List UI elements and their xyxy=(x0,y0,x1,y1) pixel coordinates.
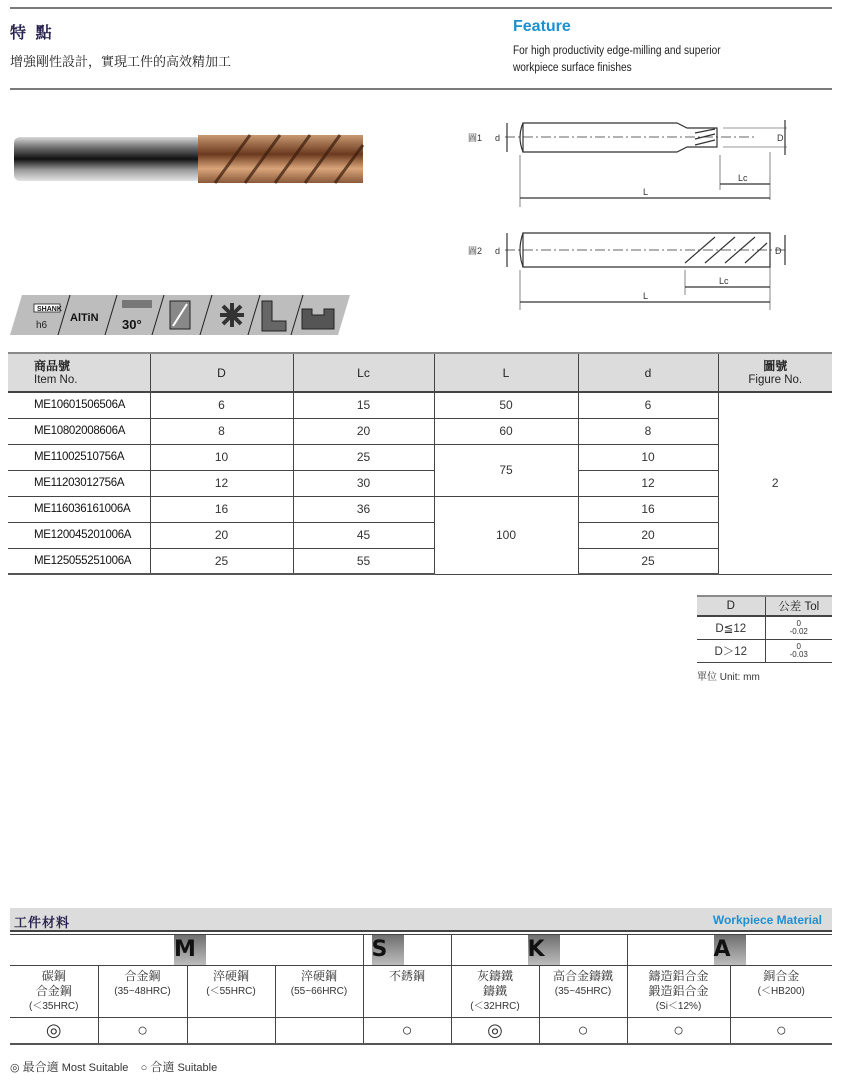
cell-Lc: 55 xyxy=(293,548,434,574)
cell-L: 60 xyxy=(434,418,578,444)
cell-L: 50 xyxy=(434,392,578,418)
svg-text:L: L xyxy=(643,187,649,197)
feature-title-en: Feature xyxy=(513,18,571,35)
material-cell: 淬硬鋼 (55~66HRC) xyxy=(275,966,363,1018)
spec-table xyxy=(8,352,832,575)
table-row xyxy=(8,522,832,548)
material-cell: 不銹鋼 xyxy=(363,966,451,1018)
material-cell: 高合金鑄鐵 (35~45HRC) xyxy=(539,966,627,1018)
suitable-icon: ○ xyxy=(363,1018,451,1044)
tol-header-D: D xyxy=(697,596,765,616)
cell-Lc: 15 xyxy=(293,392,434,418)
end-mill-photo xyxy=(10,127,370,187)
workpiece-header xyxy=(10,908,832,932)
dimension-drawings xyxy=(455,115,844,310)
tol-header-tol: 公差 Tol xyxy=(765,596,832,616)
table-row xyxy=(8,470,832,496)
cell-L: 100 xyxy=(434,496,578,574)
item-no: ME11203012756A xyxy=(8,470,150,496)
workpiece-table xyxy=(10,934,832,1045)
header-item-no: 商品號 Item No. xyxy=(8,353,150,392)
material-cell: 灰鑄鐵 鑄鐵 (＜32HRC) xyxy=(451,966,539,1018)
table-row xyxy=(8,392,832,418)
feature-desc-en-1: For high productivity edge-milling and superior xyxy=(513,45,721,57)
tol-value: 0 -0.02 xyxy=(765,616,832,639)
feature-divider xyxy=(10,88,832,90)
cell-D: 16 xyxy=(150,496,293,522)
item-no: ME10802008606A xyxy=(8,418,150,444)
cell-d: 8 xyxy=(578,418,718,444)
svg-text:d: d xyxy=(495,246,501,256)
item-no: ME120045201006A xyxy=(8,522,150,548)
header-d: d xyxy=(578,353,718,392)
cell-d: 25 xyxy=(578,548,718,574)
suitable-icon: ○ xyxy=(627,1018,730,1044)
cell-D: 10 xyxy=(150,444,293,470)
table-row xyxy=(8,444,832,470)
suitable-icon: ○ xyxy=(730,1018,832,1044)
material-group-row xyxy=(10,935,832,966)
item-no: ME125055251006A xyxy=(8,548,150,574)
svg-text:L: L xyxy=(643,291,649,301)
material-cell: 鑄造鋁合金 鍛造鋁合金 (Si＜12%) xyxy=(627,966,730,1018)
top-divider xyxy=(10,7,832,9)
cell-d: 16 xyxy=(578,496,718,522)
cell-Lc: 20 xyxy=(293,418,434,444)
cell-Lc: 25 xyxy=(293,444,434,470)
cell-D: 20 xyxy=(150,522,293,548)
item-no: ME10601506506A xyxy=(8,392,150,418)
material-cell: 淬硬鋼 (＜55HRC) xyxy=(187,966,275,1018)
svg-text:圖1: 圖1 xyxy=(468,133,483,143)
cell-d: 6 xyxy=(578,392,718,418)
item-no: ME116036161006A xyxy=(8,496,150,522)
group-K: K xyxy=(451,935,627,966)
most-suitable-icon: ◎ xyxy=(10,1062,20,1074)
table-row xyxy=(8,418,832,444)
svg-text:d: d xyxy=(495,133,501,143)
svg-text:SHANK: SHANK xyxy=(37,306,62,313)
material-name-row xyxy=(10,966,832,1018)
cell-Lc: 45 xyxy=(293,522,434,548)
suitability-row xyxy=(10,1018,832,1044)
tolerance-table xyxy=(697,595,832,663)
cell-d: 10 xyxy=(578,444,718,470)
tol-range: D＞12 xyxy=(697,639,765,662)
header-figure-no: 圖號 Figure No. xyxy=(718,353,832,392)
cell-D: 25 xyxy=(150,548,293,574)
cell-d: 12 xyxy=(578,470,718,496)
header-L: L xyxy=(434,353,578,392)
material-cell: 碳鋼 合金鋼 (＜35HRC) xyxy=(10,966,98,1018)
header-D: D xyxy=(150,353,293,392)
svg-text:Lc: Lc xyxy=(738,173,748,183)
feature-desc-cn: 增強剛性設計，實現工件的高效精加工 xyxy=(10,55,232,70)
table-row xyxy=(8,548,832,574)
svg-text:D: D xyxy=(775,246,782,256)
suitable-icon: ○ xyxy=(140,1062,148,1074)
header-Lc: Lc xyxy=(293,353,434,392)
table-row xyxy=(8,496,832,522)
svg-text:圖2: 圖2 xyxy=(468,246,483,256)
unit-note: 單位 Unit: mm xyxy=(697,672,760,683)
feature-desc-en-2: workpiece surface finishes xyxy=(513,62,632,74)
item-no: ME11002510756A xyxy=(8,444,150,470)
most-suitable-icon: ◎ xyxy=(10,1018,98,1044)
svg-text:Lc: Lc xyxy=(719,276,729,286)
tol-range: D≦12 xyxy=(697,616,765,639)
tol-row xyxy=(697,639,832,662)
suitable-icon: ○ xyxy=(98,1018,187,1044)
feature-icon-strip xyxy=(10,295,350,335)
group-M: M xyxy=(10,935,363,966)
cell-L: 75 xyxy=(434,444,578,496)
cell-Lc: 36 xyxy=(293,496,434,522)
group-A: A xyxy=(627,935,832,966)
svg-text:AlTiN: AlTiN xyxy=(70,312,99,324)
svg-text:D: D xyxy=(777,133,784,143)
rating-empty xyxy=(275,1018,363,1044)
cell-Lc: 30 xyxy=(293,470,434,496)
group-S: S xyxy=(363,935,451,966)
svg-text:30°: 30° xyxy=(122,317,142,332)
rating-empty xyxy=(187,1018,275,1044)
suitable-icon: ○ xyxy=(539,1018,627,1044)
feature-title-cn: 特 點 xyxy=(10,23,54,42)
cell-D: 8 xyxy=(150,418,293,444)
workpiece-title-cn: 工件材料 xyxy=(14,916,71,931)
tol-row xyxy=(697,616,832,639)
cell-figure-no: 2 xyxy=(718,392,832,574)
material-cell: 銅合金 (＜HB200) xyxy=(730,966,832,1018)
suitability-legend: ◎ 最合適 Most Suitable ○ 合適 Suitable xyxy=(10,1060,218,1074)
most-suitable-icon: ◎ xyxy=(451,1018,539,1044)
cell-D: 6 xyxy=(150,392,293,418)
tol-value: 0 -0.03 xyxy=(765,639,832,662)
workpiece-title-en: Workpiece Material xyxy=(712,913,822,927)
svg-text:h6: h6 xyxy=(36,320,48,331)
material-cell: 合金鋼 (35~48HRC) xyxy=(98,966,187,1018)
spec-header-row xyxy=(8,353,832,392)
cell-d: 20 xyxy=(578,522,718,548)
cell-D: 12 xyxy=(150,470,293,496)
